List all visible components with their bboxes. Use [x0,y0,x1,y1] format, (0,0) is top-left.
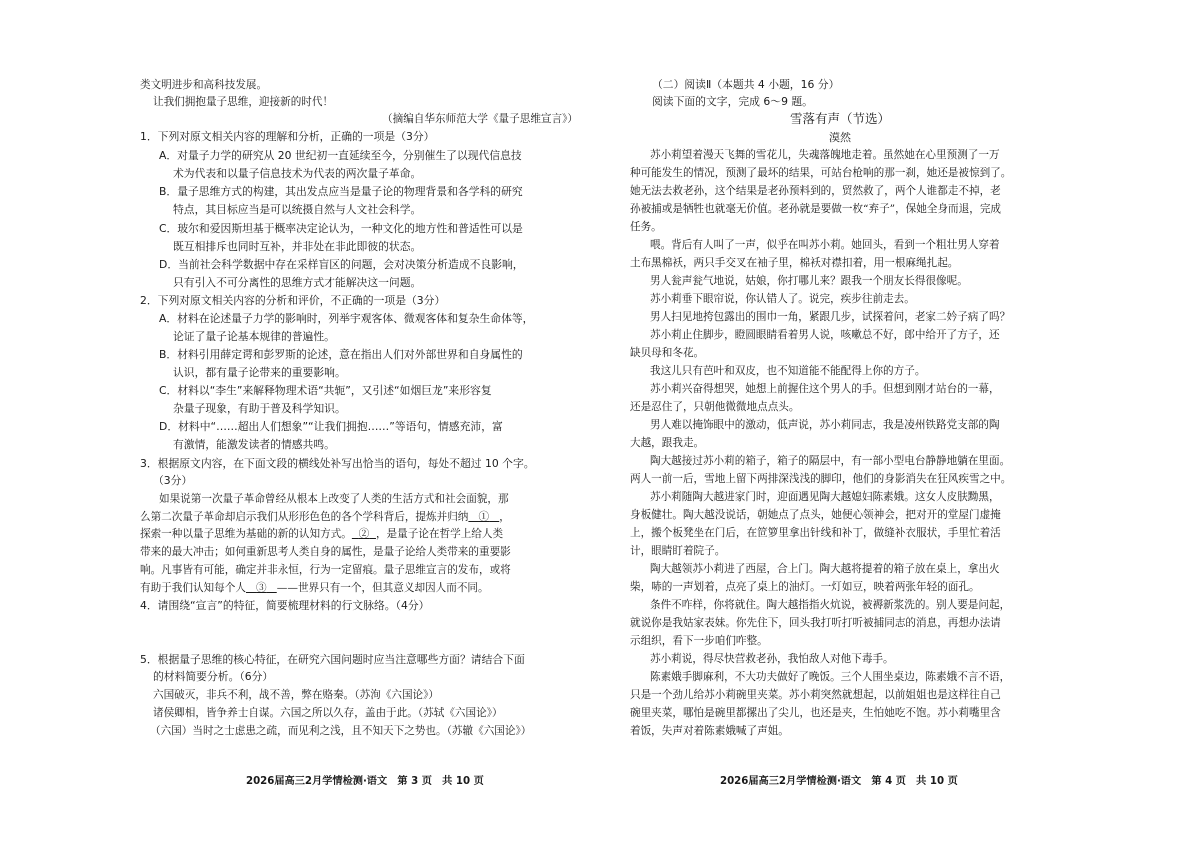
q2-option-d-cont: 有激情，能激发读者的情感共鸣。 [173,438,335,451]
article-line: 示组织，看下一步咱们咋整。 [630,635,768,647]
article-line: 苏小莉垂下眼帘说，你认错人了。说完，疾步往前走去。 [650,293,915,305]
q3-passage-line-1: 如果说第一次量子革命曾经从根本上改变了人类的生活方式和社会面貌，那 [159,493,509,505]
q1-option-d: D．当前社会科学数据中存在采样盲区的问题，会对决策分析造成不良影响， [159,258,524,271]
article-line: 只是一个劲儿给苏小莉碗里夹菜。苏小莉突然就想起，以前姐姐也是这样往自己 [630,689,1001,701]
article-line: 孙被捕或是牺牲也就毫无价值。老孙就是要做一枚“弃子”，保她全身而退，完成 [630,203,1002,215]
q3-passage-line-2 [140,510,510,524]
q2-option-a-cont: 论证了量子论基本规律的普遍性。 [173,330,335,343]
q2-option-c-cont: 杂量子现象，有助于普及科学知识。 [173,402,346,415]
source-citation: （摘编自华东师范大学《量子思维宣言》） [382,113,578,125]
q3-passage-text-2: 探索一种以量子思维为基础的新的认知方式。 [140,528,352,540]
continuation-line-2: 让我们拥抱量子思维，迎接新的时代！ [153,96,334,108]
q5-stem: 5．根据量子思维的核心特征，在研究六国问题时应当注意哪些方面？请结合下面 [140,653,525,666]
q3-passage-text-5: ——世界只有一个，但其意义却因人而不同。 [276,582,489,594]
q3-passage-line-5: 响。凡事皆有可能，确定并非永恒，行为一定留痕。量子思维宣言的发布，或将 [140,564,511,576]
q4-stem: 4．请围绕“宣言”的特征，简要梳理材料的行文脉络。（4分） [140,599,430,612]
article-line: 缺贝母和冬花。 [630,347,705,359]
q1-option-c-cont: 既互相排斥也同时互补，并非处在非此即彼的状态。 [173,240,422,253]
article-line: 苏小莉望着漫天飞舞的雪花儿，失魂落魄地走着。虽然她在心里预测了一万 [650,149,1000,161]
reading-instruction: 阅读下面的文字，完成 6～9 题。 [652,95,813,108]
article-line: 她无法去救老孙，这个结果是老孙预料到的，贸然救了，两个人谁都走不掉，老 [630,185,1001,197]
q2-option-d: D．材料中“……超出人们想象”“让我们拥抱……”等语句，情感充沛，富 [159,420,503,433]
q3-score: （3分） [153,474,193,487]
section-heading: （二）阅读Ⅱ（本题共 4 小题，16 分） [652,78,840,91]
q5-material-2: 诸侯卿相，皆争养士自谋。六国之所以久存，盖由于此。（苏轼《六国论》） [153,707,503,719]
q3-stem: 3．根据原文内容，在下面文段的横线处补写出恰当的语句，每处不超过 10 个字。 [140,457,535,470]
article-line: 喂。背后有人叫了一声，似乎在叫苏小莉。她回头，看到一个粗壮男人穿着 [650,239,1000,251]
article-line: 种可能发生的情况，预测了最坏的结果，可站台枪响的那一刹，她还是被惊到了。 [630,167,1012,179]
article-line: 我这儿只有芭叶和双皮，也不知道能不能配得上你的方子。 [650,365,926,377]
article-line: 计，眼睛盯着院子。 [630,545,726,557]
article-line: 就说你是我姑家表妹。你先住下，回头我打听打听被捕同志的消息，再想办法请 [630,617,1001,629]
article-title: 雪落有声（节选） [789,111,890,126]
blank-3-label: ③ [256,582,267,594]
q1-option-b-cont: 特点，其目标应当是可以统摄自然与人文社会科学。 [173,203,422,216]
q1-stem: 1．下列对原文相关内容的理解和分析，正确的一项是（3分） [140,130,435,143]
article-line: 苏小莉止住脚步，瞪圆眼睛看着男人说，咳嗽总不好，郎中给开了方子，还 [650,329,1000,341]
q1-option-a: A．对量子力学的研究从 20 世纪初一直延续至今，分别催生了以现代信息技 [159,149,522,162]
q3-comma: ， [499,511,510,523]
article-line: 苏小莉随陶大越进家门时，迎面遇见陶大越媳妇陈素娥。这女人皮肤黝黑， [650,491,1000,503]
continuation-line-1: 类文明进步和高科技发展。 [140,79,268,91]
article-line: 陶大越领苏小莉进了西屋，合上门。陶大越将提着的箱子放在桌上，拿出火 [650,563,1000,575]
q1-option-a-cont: 术为代表和以量子信息技术为代表的两次量子革命。 [173,167,422,180]
q1-option-d-cont: 只有引入不可分离性的思维方式才能解决这一问题。 [173,276,422,289]
article-line: 陈素娥手脚麻利，不大功夫做好了晚饭。三个人围坐桌边，陈素娥不言不语， [650,671,1011,683]
article-line: 碗里夹菜，哪怕是碗里都摞出了尖儿，也还是夹，生怕她吃不饱。苏小莉嘴里含 [630,707,1001,719]
article-line: 柴，哧的一声划着，点亮了桌上的油灯。一灯如豆，映着两张年轻的面孔。 [630,581,980,593]
q1-option-b: B．量子思维方式的构建，其出发点应当是量子论的物理背景和各学科的研究 [159,185,523,198]
blank-2-label: ② [358,528,370,540]
blank-1 [468,511,499,523]
q5-material-3: （六国）当时之士虑患之疏，而见利之浅，且不知天下之势也。（苏辙《六国论》） [150,725,532,737]
blank-3 [246,582,277,594]
q2-stem: 2．下列对原文相关内容的分析和评价，不正确的一项是（3分） [140,294,446,307]
article-line: 男人扫见地挎包露出的围巾一角，紧跟几步，试探着问，老家二妗子病了吗？ [650,311,1011,323]
q1-option-c: C．玻尔和爱因斯坦基于概率决定论认为，一种文化的地方性和普适性可以是 [159,222,523,235]
blank-2 [352,528,376,540]
q3-passage-text-3: ，是量子论在哲学上给人类 [375,528,504,540]
article-line: 两人一前一后，雪地上留下两排深浅浅的脚印，他们的身影消失在狂风疾雪之中。 [630,473,1012,485]
article-line: 苏小莉说，得尽快营救老孙，我怕敌人对他下毒手。 [650,653,894,665]
q2-option-a: A．材料在论述量子力学的影响时，列举宇观客体、微观客体和复杂生命体等， [159,312,534,325]
article-line: 苏小莉兴奋得想哭，她想上前握住这个男人的手。但想到刚才站台的一幕， [650,383,1000,395]
article-line: 条件不咋样，你将就住。陶大越指指火炕说，被褥新浆洗的。别人要是问起， [650,599,1011,611]
article-line: 任务。 [630,221,662,233]
q2-option-b: B．材料引用薛定谔和彭罗斯的论述，意在指出人们对外部世界和自身属性的 [159,348,523,361]
article-line: 还是忍住了，只朝他微微地点点头。 [630,401,800,413]
q3-passage-line-4: 带来的最大冲击；如何重新思考人类自身的属性，是量子论给人类带来的重要影 [140,546,511,558]
left-page-footer: 2026届高三2月学情检测·语文 第 3 页 共 10 页 [246,776,484,787]
article-line: 着饭，失声对着陈素娥喊了声姐。 [630,725,789,737]
article-line: 陶大越接过苏小莉的箱子，箱子的隔层中，有一部小型电台静静地躺在里面。 [650,455,1011,467]
article-author: 漠然 [829,131,851,144]
q5-material-1: 六国破灭，非兵不利，战不善，弊在赂秦。（苏洵《六国论》） [153,689,440,701]
q2-option-b-cont: 认识，都有量子论带来的重要影响。 [173,366,346,379]
q3-passage-line-3 [140,527,503,541]
article-line: 上，搬个板凳坐在门后，在笸箩里拿出针线和补丁，做缝补衣服状，手里忙着活 [630,527,1001,539]
article-line: 男人瓮声瓮气地说，姑娘，你打哪儿来？跟我一个朋友长得很像呢。 [650,275,968,287]
article-line: 身板健壮。陶大越没说话，朝她点了点头，她便心领神会，把对开的堂屋门虚掩 [630,509,1001,521]
q2-option-c: C．材料以“李生”来解释物理术语“共轭”，又引述“如烟巨龙”来形容复 [159,384,492,397]
blank-1-label: ① [478,511,490,523]
article-line: 男人难以掩饰眼中的激动，低声说，苏小莉同志，我是凌州铁路党支部的陶 [650,419,1000,431]
q3-passage-text-4: 有助于我们认知每个人 [140,582,246,594]
right-page-footer: 2026届高三2月学情检测·语文 第 4 页 共 10 页 [720,776,958,787]
article-line: 大越，跟我走。 [630,437,705,449]
article-line: 土布黑棉袄，两只手交叉在袖子里，棉袄对襟扣着，用一根麻绳扎起。 [630,257,959,269]
q3-passage-line-6 [140,581,489,595]
q3-passage-text: 么第二次量子革命却启示我们从形形色色的各个学科背后，提炼并归纳 [140,511,469,523]
q5-stem-cont: 的材料简要分析。（6分） [153,670,274,683]
